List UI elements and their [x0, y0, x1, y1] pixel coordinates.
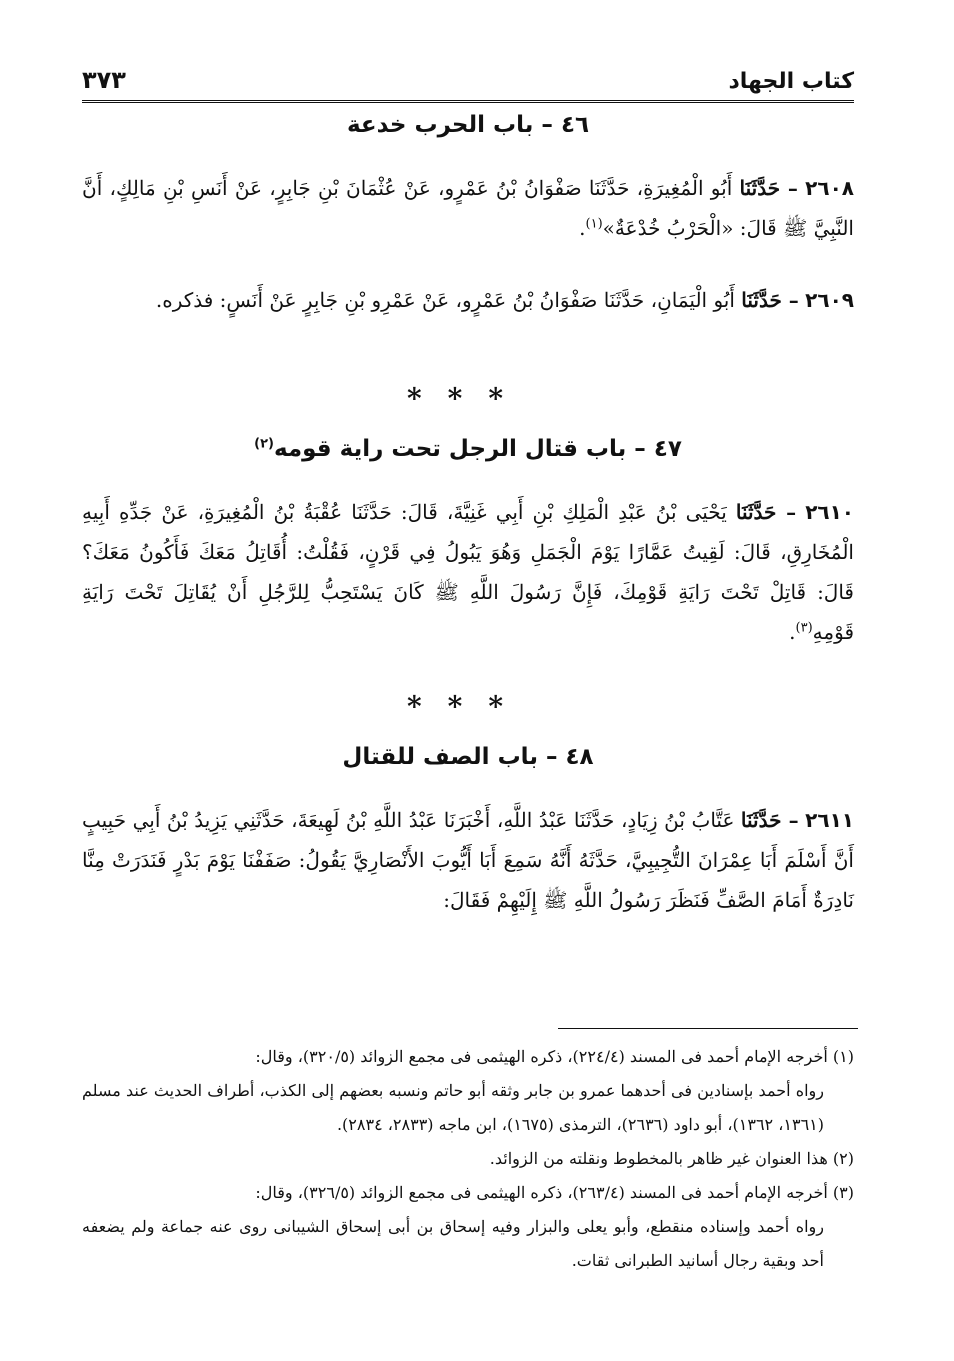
- footnote-line: (٣) أخرجه الإمام أحمد فى المسند (٢٦٣/٤)، ذكره الهيثمى فى مجمع الزوائد (٣٢٦/٥)، وقال:: [255, 1183, 854, 1202]
- section-heading-47: [82, 436, 854, 462]
- footnote-divider: [558, 1028, 858, 1029]
- section-heading-46: ٤٦ – باب الحرب خدعة: [346, 112, 590, 138]
- hadith-tail: .: [579, 216, 586, 240]
- hadith-2608: [82, 168, 854, 248]
- hadith-number: ٢٦١١: [805, 808, 854, 832]
- hadith-keyword: حَدَّثَنَا: [739, 176, 781, 200]
- section-separator: ***: [407, 690, 529, 723]
- footnote-ref: (٢): [254, 436, 274, 452]
- footnote-body: رواه أحمد بإسنادين فى أحدهما عمرو بن جابر وثقه أبو حاتم ونسبه بعضهم إلى الكذب، أطراف الحديث عند مسلم (١٣٦١، ١٣٦٢)، أبو داود (٢٦٣٦)، الترمذى (١٦٧٥)، ابن ماجه (٢٨٣٣، ٢٨٣٤).: [82, 1081, 824, 1134]
- hadith-keyword: حَدَّثَنَا: [740, 808, 782, 832]
- hadith-text: عَتَّابُ بْنُ زِيَادٍ، حَدَّثَنَا عَبْدُ اللَّهِ، أَخْبَرَنَا عَبْدُ اللَّهِ بْنُ لَهِيعَةَ، حَدَّثَنِي يَزِيدُ بْنُ أَبِي حَبِيبٍ أَنَّ أَسْلَمَ أَبَا عِمْرَانَ التُّجِيبِيَّ، حَدَّثَهُ أَنَّهُ سَمِعَ أَبَا أَيُّوبَ الأَنْصَارِيَّ يَقُولُ: صَفَفْنَا يَوْمَ بَدْرٍ فَنَدَرَتْ مِنَّا نَادِرَةٌ أَمَامَ الصَّفِّ فَنَظَرَ رَسُولُ اللَّهِ ﷺ إِلَيْهِمْ فَقَالَ:: [82, 808, 854, 912]
- hadith-keyword: حَدَّثَنَا: [735, 500, 777, 524]
- hadith-dash: –: [780, 176, 798, 200]
- hadith-text: أَبُو الْيَمَانِ، حَدَّثَنَا صَفْوَانُ بْنُ عَمْرٍو، عَنْ عَمْرِو بْنِ جَابِرٍ عَنْ أَنَسٍ: فذكره.: [155, 288, 742, 312]
- page-header: [82, 58, 854, 103]
- hadith-keyword: حَدَّثَنَا: [741, 288, 782, 312]
- footnote-body: رواه أحمد وإسناده منقطع، وأبو يعلى والبزار وفيه إسحاق بن أبى إسحاق الشيبانى روى عنه جماعة ولم يضعفه أحد وبقية رجال أسانيد الطبرانى ثقات.: [82, 1217, 825, 1270]
- footnote-ref: (١): [585, 216, 603, 232]
- page-number: ٣٧٣: [82, 66, 126, 94]
- hadith-number: ٢٦١٠: [805, 500, 855, 524]
- section-separator: ***: [407, 382, 529, 415]
- hadith-2609: [82, 280, 854, 320]
- footnote-1: [82, 1040, 854, 1142]
- hadith-tail: .: [789, 620, 796, 644]
- hadith-dash: –: [781, 808, 799, 832]
- footnote-3: [82, 1176, 854, 1278]
- section-heading-48: ٤٨ – باب الصف للقتال: [342, 744, 594, 770]
- hadith-text: أَبُو الْمُغِيرَةِ، حَدَّثَنَا صَفْوَانُ بْنُ عَمْرٍو، عَنْ عُثْمَانَ بْنِ جَابِرٍ، عَنْ أَنَسِ بْنِ مَالِكٍ، أَنَّ النَّبِيَّ ﷺ قَالَ: «الْحَرْبُ خُدْعَةٌ»: [82, 176, 854, 240]
- hadith-2610: [82, 492, 854, 652]
- hadith-2611: [82, 800, 854, 920]
- running-head: كتاب الجهاد: [728, 69, 854, 94]
- footnote-line: (١) أخرجه الإمام أحمد فى المسند (٢٢٤/٤)، ذكره الهيثمى فى مجمع الزوائد (٣٢٠/٥)، وقال:: [255, 1047, 854, 1066]
- hadith-number: ٢٦٠٨: [805, 176, 854, 200]
- hadith-text: يَحْيَى بْنُ عَبْدِ الْمَلِكِ بْنِ أَبِي غَنِيَّةَ، قَالَ: حَدَّثَنَا عُقْبَةُ بْنُ الْمُغِيرَةِ، عَنْ جَدِّهِ أَبِيهِ الْمُخَارِقِ، قَالَ: لَقِيتُ عَمَّارًا يَوْمَ الْجَمَلِ وَهُوَ يَبُولُ فِي قَرْنٍ، فَقُلْتُ: أُقَاتِلُ مَعَكَ فَأَكُونُ مَعَكَ؟ قَالَ: قَاتِلْ تَحْتَ رَايَةِ قَوْمِكَ، فَإِنَّ رَسُولَ اللَّهِ ﷺ كَانَ يَسْتَحِبُّ لِلرَّجُلِ أَنْ يُقَاتِلَ تَحْتَ رَايَةِ قَوْمِهِ: [82, 500, 854, 644]
- footnote-ref: (٣): [795, 620, 813, 636]
- hadith-number: ٢٦٠٩: [805, 288, 854, 312]
- footnote-2: [82, 1142, 854, 1176]
- footnote-line: (٢) هذا العنوان غير ظاهر بالمخطوط ونقلته من الزوائد.: [489, 1149, 854, 1168]
- heading-text: ٤٧ – باب قتال الرجل تحت راية قومه: [273, 436, 682, 462]
- footnotes: [82, 1040, 854, 1278]
- hadith-dash: –: [781, 288, 799, 312]
- hadith-dash: –: [776, 500, 797, 524]
